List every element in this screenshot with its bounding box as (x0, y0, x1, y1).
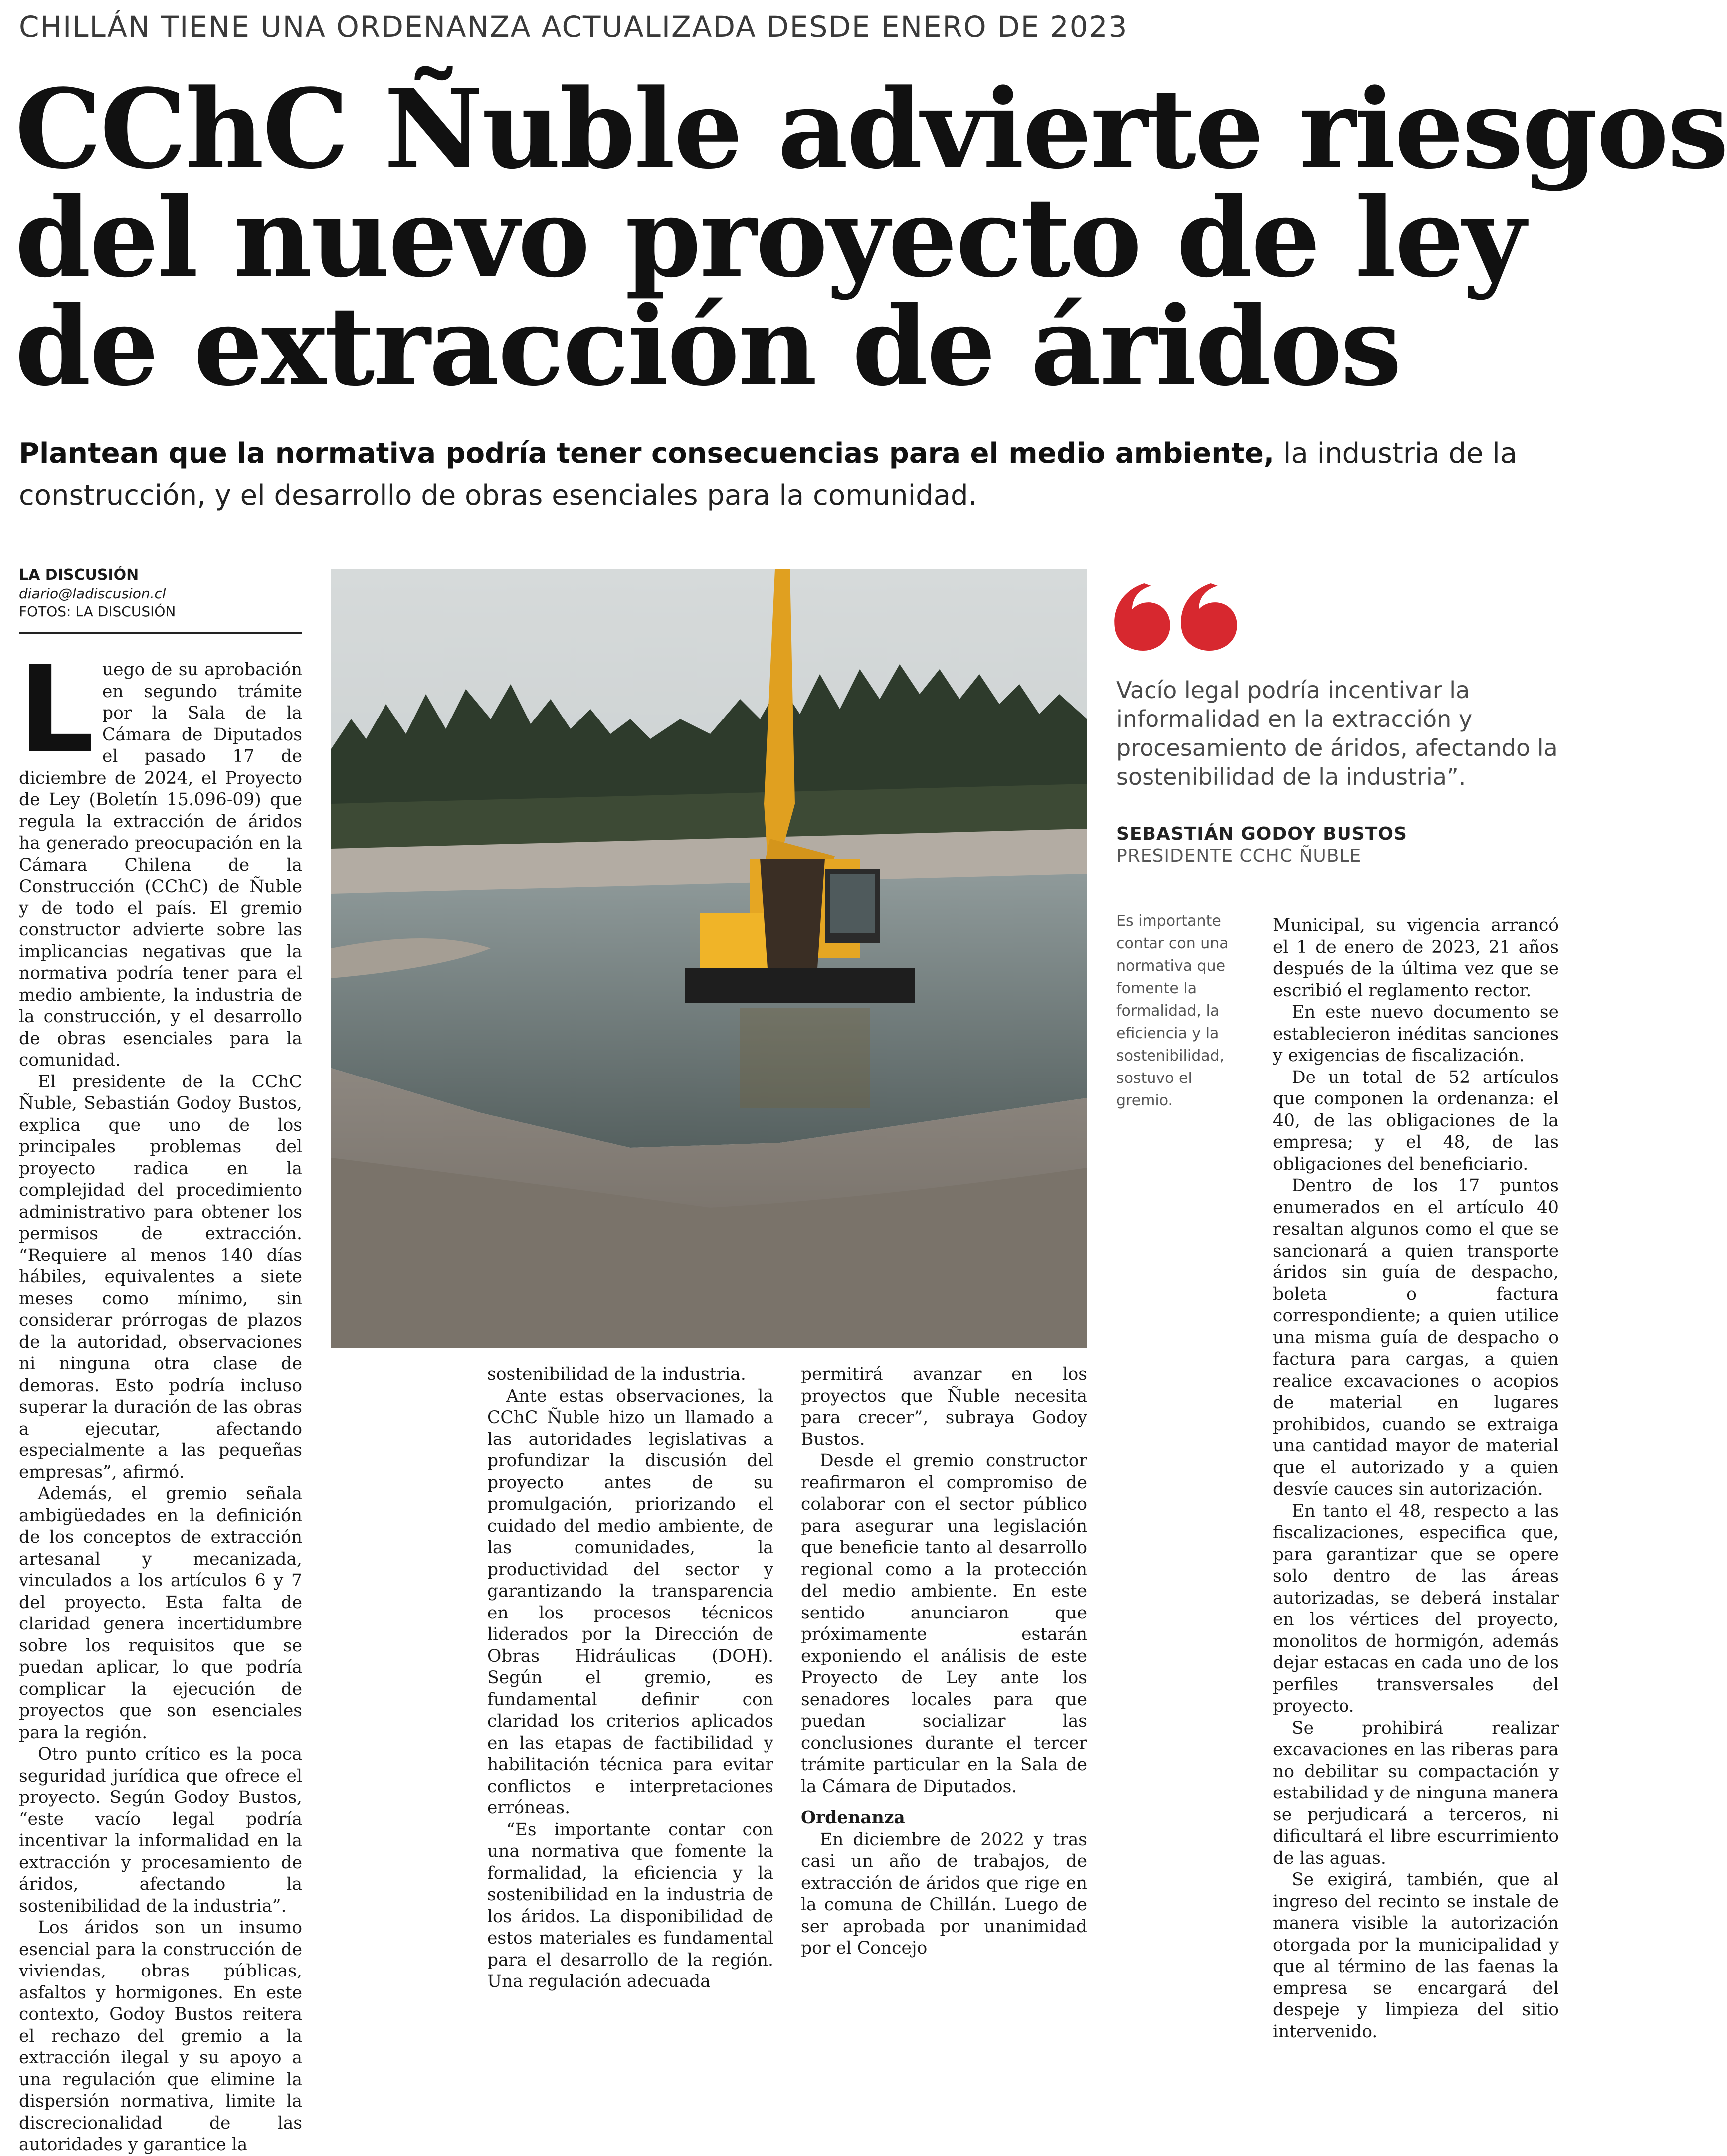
body-column-1 (18, 640, 302, 2155)
byline-source: LA DISCUSIÓN (19, 566, 139, 584)
byline (19, 566, 308, 621)
body-paragraph: Se exigirá, también, que al ingreso del recinto se instale de manera visible la autorización otorgada por la municipalidad y que al término de las faenas la empresa se encargará del despeje y limpieza del sitio intervenido. (1273, 1870, 1559, 2042)
body-paragraph: “Es importante contar con una normativa que fomente la formalidad, la eficiencia y la sostenibilidad en la industria de los áridos. La disponibilidad de estos materiales es fundamental para el desarrollo de la región. Una regulación adecuada (487, 1819, 773, 1991)
body-column-3 (801, 1364, 1087, 1958)
body-paragraph: Otro punto crítico es la poca seguridad jurídica que ofrece el proyecto. Según Godoy Bustos, “este vacío legal podría incentivar la informalidad en la extracción y procesamiento de áridos, afectando la sostenibilidad de la industria”. (19, 1744, 302, 1916)
headline (15, 65, 1727, 410)
body-column-4 (1273, 915, 1559, 2042)
section-subhead: Ordenanza (801, 1808, 905, 1828)
body-paragraph: Municipal, su vigencia arrancó el 1 de enero de 2023, 21 años después de la última vez que se escribió el reglamento rector. (1273, 915, 1559, 1001)
deck-rest: la industria de la construcción, y el desarrollo de obras esenciales para la comunidad. (19, 437, 1518, 512)
body-paragraph: Luego de su aprobación en segundo trámite por la Sala de la Cámara de Diputados el pasado 17 de diciembre de 2024, el Proyecto de Ley (Boletín 15.096-09) que regula la extracción de áridos ha generado preocupación en la Cámara Chilena de la Construcción (CChC) de Ñuble y de todo el país. El gremio constructor advierte sobre las implicancias negativas que la normativa podría tener para el medio ambiente, la industria de la construcción, y el desarrollo de obras esenciales para la comunidad. (18, 640, 302, 1070)
byline-photos: FOTOS: LA DISCUSIÓN (19, 603, 176, 620)
pull-quote: Vacío legal podría incentivar la informalidad en la extracción y procesamiento de áridos, afectando la sostenibilidad de la industria”. (1116, 677, 1558, 790)
drop-cap: L (18, 640, 94, 779)
body-paragraph: Dentro de los 17 puntos enumerados en el artículo 40 resaltan algunos como el que se sancionará a quien transporte áridos sin guía de despacho, boleta o factura correspondiente; a quien utilice una misma guía de despacho o factura para cargas, a quien realice excavaciones o acopios de material en lugares prohibidos, cuando se extraiga una cantidad mayor de material que el autorizado y a quien desvíe cauces sin autorización. (1273, 1176, 1559, 1499)
body-paragraph: permitirá avanzar en los proyectos que Ñuble necesita para crecer”, subraya Godoy Bustos. (801, 1364, 1087, 1449)
body-paragraph: Además, el gremio señala ambigüedades en la definición de los conceptos de extracción artesanal y mecanizada, vinculados a los artículos 6 y 7 del proyecto. Esta falta de claridad genera incertidumbre sobre los requisitos que se puedan aplicar, lo que podría complicar la ejecución de proyectos que son esenciales para la región. (19, 1484, 302, 1743)
body-paragraph: En tanto el 48, respecto a las fiscalizaciones, especifica que, para garantizar que se opere solo dentro de las áreas autorizadas, se deberá instalar en los vértices del proyecto, monolitos de hormigón, además dejar estacas en cada uno de los perfiles transversales del proyecto. (1273, 1501, 1559, 1716)
body-paragraph: En este nuevo documento se establecieron inéditas sanciones y exigencias de fiscalización. (1273, 1002, 1559, 1066)
body-paragraph: Los áridos son un insumo esencial para la construcción de viviendas, obras públicas, asfaltos y hormigones. En este contexto, Godoy Bustos reitera el rechazo del gremio a la extracción ilegal y su apoyo a una regulación que elimine la dispersión normativa, limite la discrecionalidad de las autoridades y garantice la (19, 1918, 302, 2155)
body-paragraph: Ante estas observaciones, la CChC Ñuble hizo un llamado a las autoridades legislativas a profundizar la discusión del proyecto antes de su promulgación, priorizando el cuidado del medio ambiente, de las comunidades, la productividad del sector y garantizando la transparencia en los procesos técnicos liderados por la Dirección de Obras Hidráulicas (DOH). Según el gremio, es fundamental definir con claridad los criterios aplicados en las etapas de factibilidad y habilitación técnica para evitar conflictos e interpretaciones erróneas. (487, 1386, 773, 1818)
body-column-2 (487, 1364, 773, 1991)
headline-line-2: del nuevo proyecto de ley (15, 174, 1525, 302)
body-paragraph: sostenibilidad de la industria. (487, 1364, 746, 1384)
body-paragraph: En diciembre de 2022 y tras casi un año de trabajos, de extracción de áridos que rige en la comuna de Chillán. Luego de ser aprobada por unanimidad por el Concejo (801, 1829, 1087, 1958)
kicker: CHILLÁN TIENE UNA ORDENANZA ACTUALIZADA DESDE ENERO DE 2023 (19, 10, 1128, 44)
body-paragraph: Se prohibirá realizar excavaciones en las riberas para no debilitar su compactación y estabilidad y de ninguna manera se perjudicará a terceros, ni dificultará el libre escurrimiento de las aguas. (1273, 1718, 1559, 1868)
body-paragraph: Desde el gremio constructor reafirmaron el compromiso de colaborar con el sector público para asegurar una legislación que beneficie tanto al desarrollo regional como a la protección del medio ambiente. En este sentido anunciaron que próximamente estarán exponiendo el análisis de este Proyecto de Ley ante los senadores locales para que puedan socializar las conclusiones durante el tercer trámite particular en la Sala de la Cámara de Diputados. (801, 1451, 1087, 1797)
quote-author-role: PRESIDENTE CCHC ÑUBLE (1116, 846, 1362, 866)
side-note: Es importante contar con una normativa que fomente la formalidad, la eficiencia y la sostenibilidad, sostuvo el gremio. (1116, 912, 1229, 1109)
body-paragraph: El presidente de la CChC Ñuble, Sebastián Godoy Bustos, explica que uno de los principales problemas del proyecto radica en la complejidad del procedimiento administrativo para obtener los permisos de extracción. “Requiere al menos 140 días hábiles, equivalentes a siete meses como mínimo, sin considerar prórrogas de plazos de la autoridad, observaciones ni ninguna otra clase de demoras. Esto podría incluso superar la duración de las obras a ejecutar, afectando especialmente a las pequeñas empresas”, afirmó. (19, 1072, 302, 1482)
headline-line-1: CChC Ñuble advierte riesgos (15, 65, 1727, 193)
deck (19, 433, 1545, 517)
article-photo-excavator-in-river (331, 569, 1087, 1348)
quote-author-name: SEBASTIÁN GODOY BUSTOS (1116, 824, 1407, 844)
deck-bold: Plantean que la normativa podría tener consecuencias para el medio ambiente, (19, 437, 1275, 470)
quote-mark-icon (1111, 568, 1251, 658)
byline-email: diario@ladiscusion.cl (19, 585, 166, 602)
headline-line-3: de extracción de áridos (15, 283, 1401, 410)
body-paragraph: De un total de 52 artículos que componen la ordenanza: el 40, de las obligaciones de la empresa; y el 48, de las obligaciones del beneficiario. (1273, 1067, 1559, 1174)
byline-divider (19, 632, 302, 634)
photo-illustration (331, 569, 1087, 1348)
